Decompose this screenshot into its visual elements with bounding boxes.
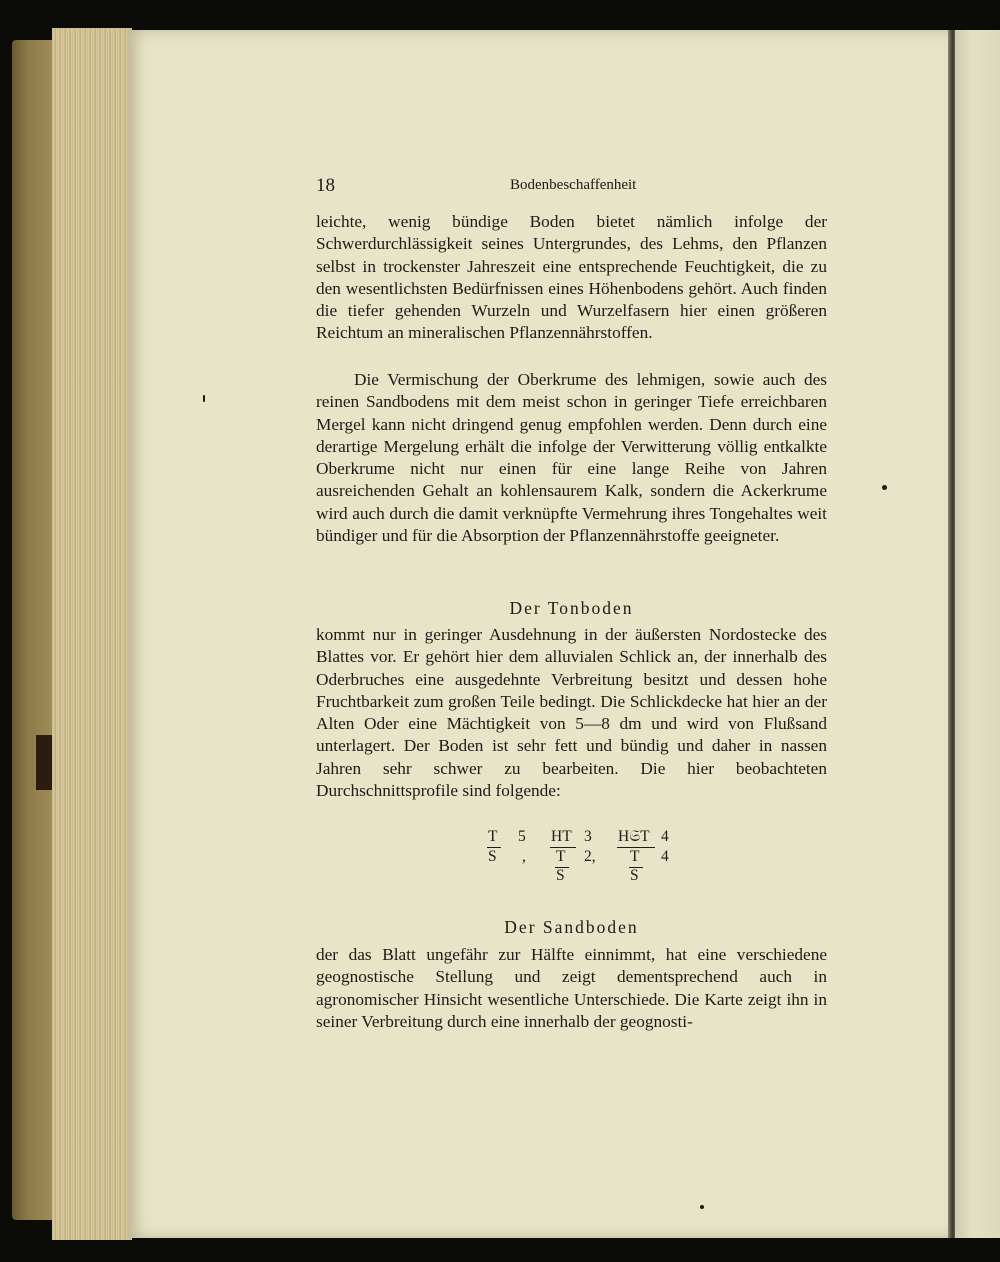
paragraph-3 <box>316 624 827 802</box>
profile-3-top-num: 4 <box>661 828 669 845</box>
heading-sandboden: Der Sandboden <box>504 917 639 937</box>
profile-1-top: T <box>488 828 498 845</box>
paper-speck <box>882 485 887 490</box>
profile-1-bottom: S <box>488 848 497 865</box>
page-stack-edge <box>52 28 132 1240</box>
profile-1-top-num: 5 <box>518 828 526 845</box>
running-head: Bodenbeschaffenheit <box>510 177 637 193</box>
paper-speck <box>700 1205 704 1209</box>
profile-2-mid: T <box>556 848 566 865</box>
soil-profiles <box>480 828 710 888</box>
paragraph-text: leichte, wenig bündige Boden bietet nämlich infolge der Schwerdurchlässigkeit seines Untergrundes, des Lehms, den Pflanzen selbst in trockenster Jahreszeit eine entsprechende Feuchtigkeit, die zu den wesentlichsten Bedürfnissen eines Höhenbodens gehört. Auch finden die tiefer gehenden Wurzeln und Wurzelfasern hier einen größeren Reichtum an mineralischen Pflanzennährstoffen. <box>316 212 827 343</box>
profile-3-top: H𝔖T <box>618 828 650 845</box>
paragraph-2 <box>316 369 827 547</box>
profile-1-sep: , <box>522 848 526 865</box>
next-page-edge <box>955 30 1000 1238</box>
profile-3-mid: T <box>630 848 640 865</box>
page-number: 18 <box>316 175 335 196</box>
paragraph-text: Die Vermischung der Oberkrume des lehmigen, sowie auch des reinen Sandbodens mit dem meist schon in geringer Tiefe erreichbaren Mergel kann nicht dringend genug empfohlen werden. Denn durch eine derartige Mergelung erhält die infolge der Verwitterung völlig entkalkte Oberkrume nicht nur einen für eine lange Reihe von Jahren ausreichenden Gehalt an kohlensaurem Kalk, sondern die Ackerkrume wird auch durch die damit verknüpfte Vermehrung ihres Tongehaltes weit bündiger und für die Absorption der Pflanzennährstoffe geeigneter. <box>316 370 827 546</box>
page-header <box>316 175 836 197</box>
profile-3-mid-num: 4 <box>661 848 669 865</box>
book-edge-left <box>12 40 52 1220</box>
profile-2-bottom: S <box>556 867 565 884</box>
paragraph-4 <box>316 944 827 1033</box>
profile-2-top: HT <box>551 828 572 845</box>
profile-2-mid-num: 2, <box>584 848 596 865</box>
paragraph-text: der das Blatt ungefähr zur Hälfte einnimmt, hat eine verschiedene geognostische Stellung und zeigt dementsprechend auch in agronomischer Hinsicht wesentliche Unterschiede. Die Karte zeigt ihn in seiner Verbreitung durch eine innerhalb der geognosti- <box>316 945 827 1031</box>
paragraph-1 <box>316 211 827 345</box>
paragraph-text: kommt nur in geringer Ausdehnung in der äußersten Nordostecke des Blattes vor. Er gehört hier dem alluvialen Schlick an, der innerhalb des Oderbruches eine ausgedehnte Verbreitung besitzt und dessen hohe Fruchtbarkeit zum großen Teile bedingt. Die Schlickdecke hat hier an der Alten Oder eine Mächtigkeit von 5—8 dm und wird von Flußsand unterlagert. Der Boden ist sehr fett und bündig und daher in nassen Jahren sehr schwer zu bearbeiten. Die hier beobachteten Durchschnittsprofile sind folgende: <box>316 625 827 801</box>
profile-2-top-num: 3 <box>584 828 592 845</box>
paper-speck <box>203 395 205 402</box>
profile-3-bottom: S <box>630 867 639 884</box>
heading-tonboden: Der Tonboden <box>509 598 634 618</box>
